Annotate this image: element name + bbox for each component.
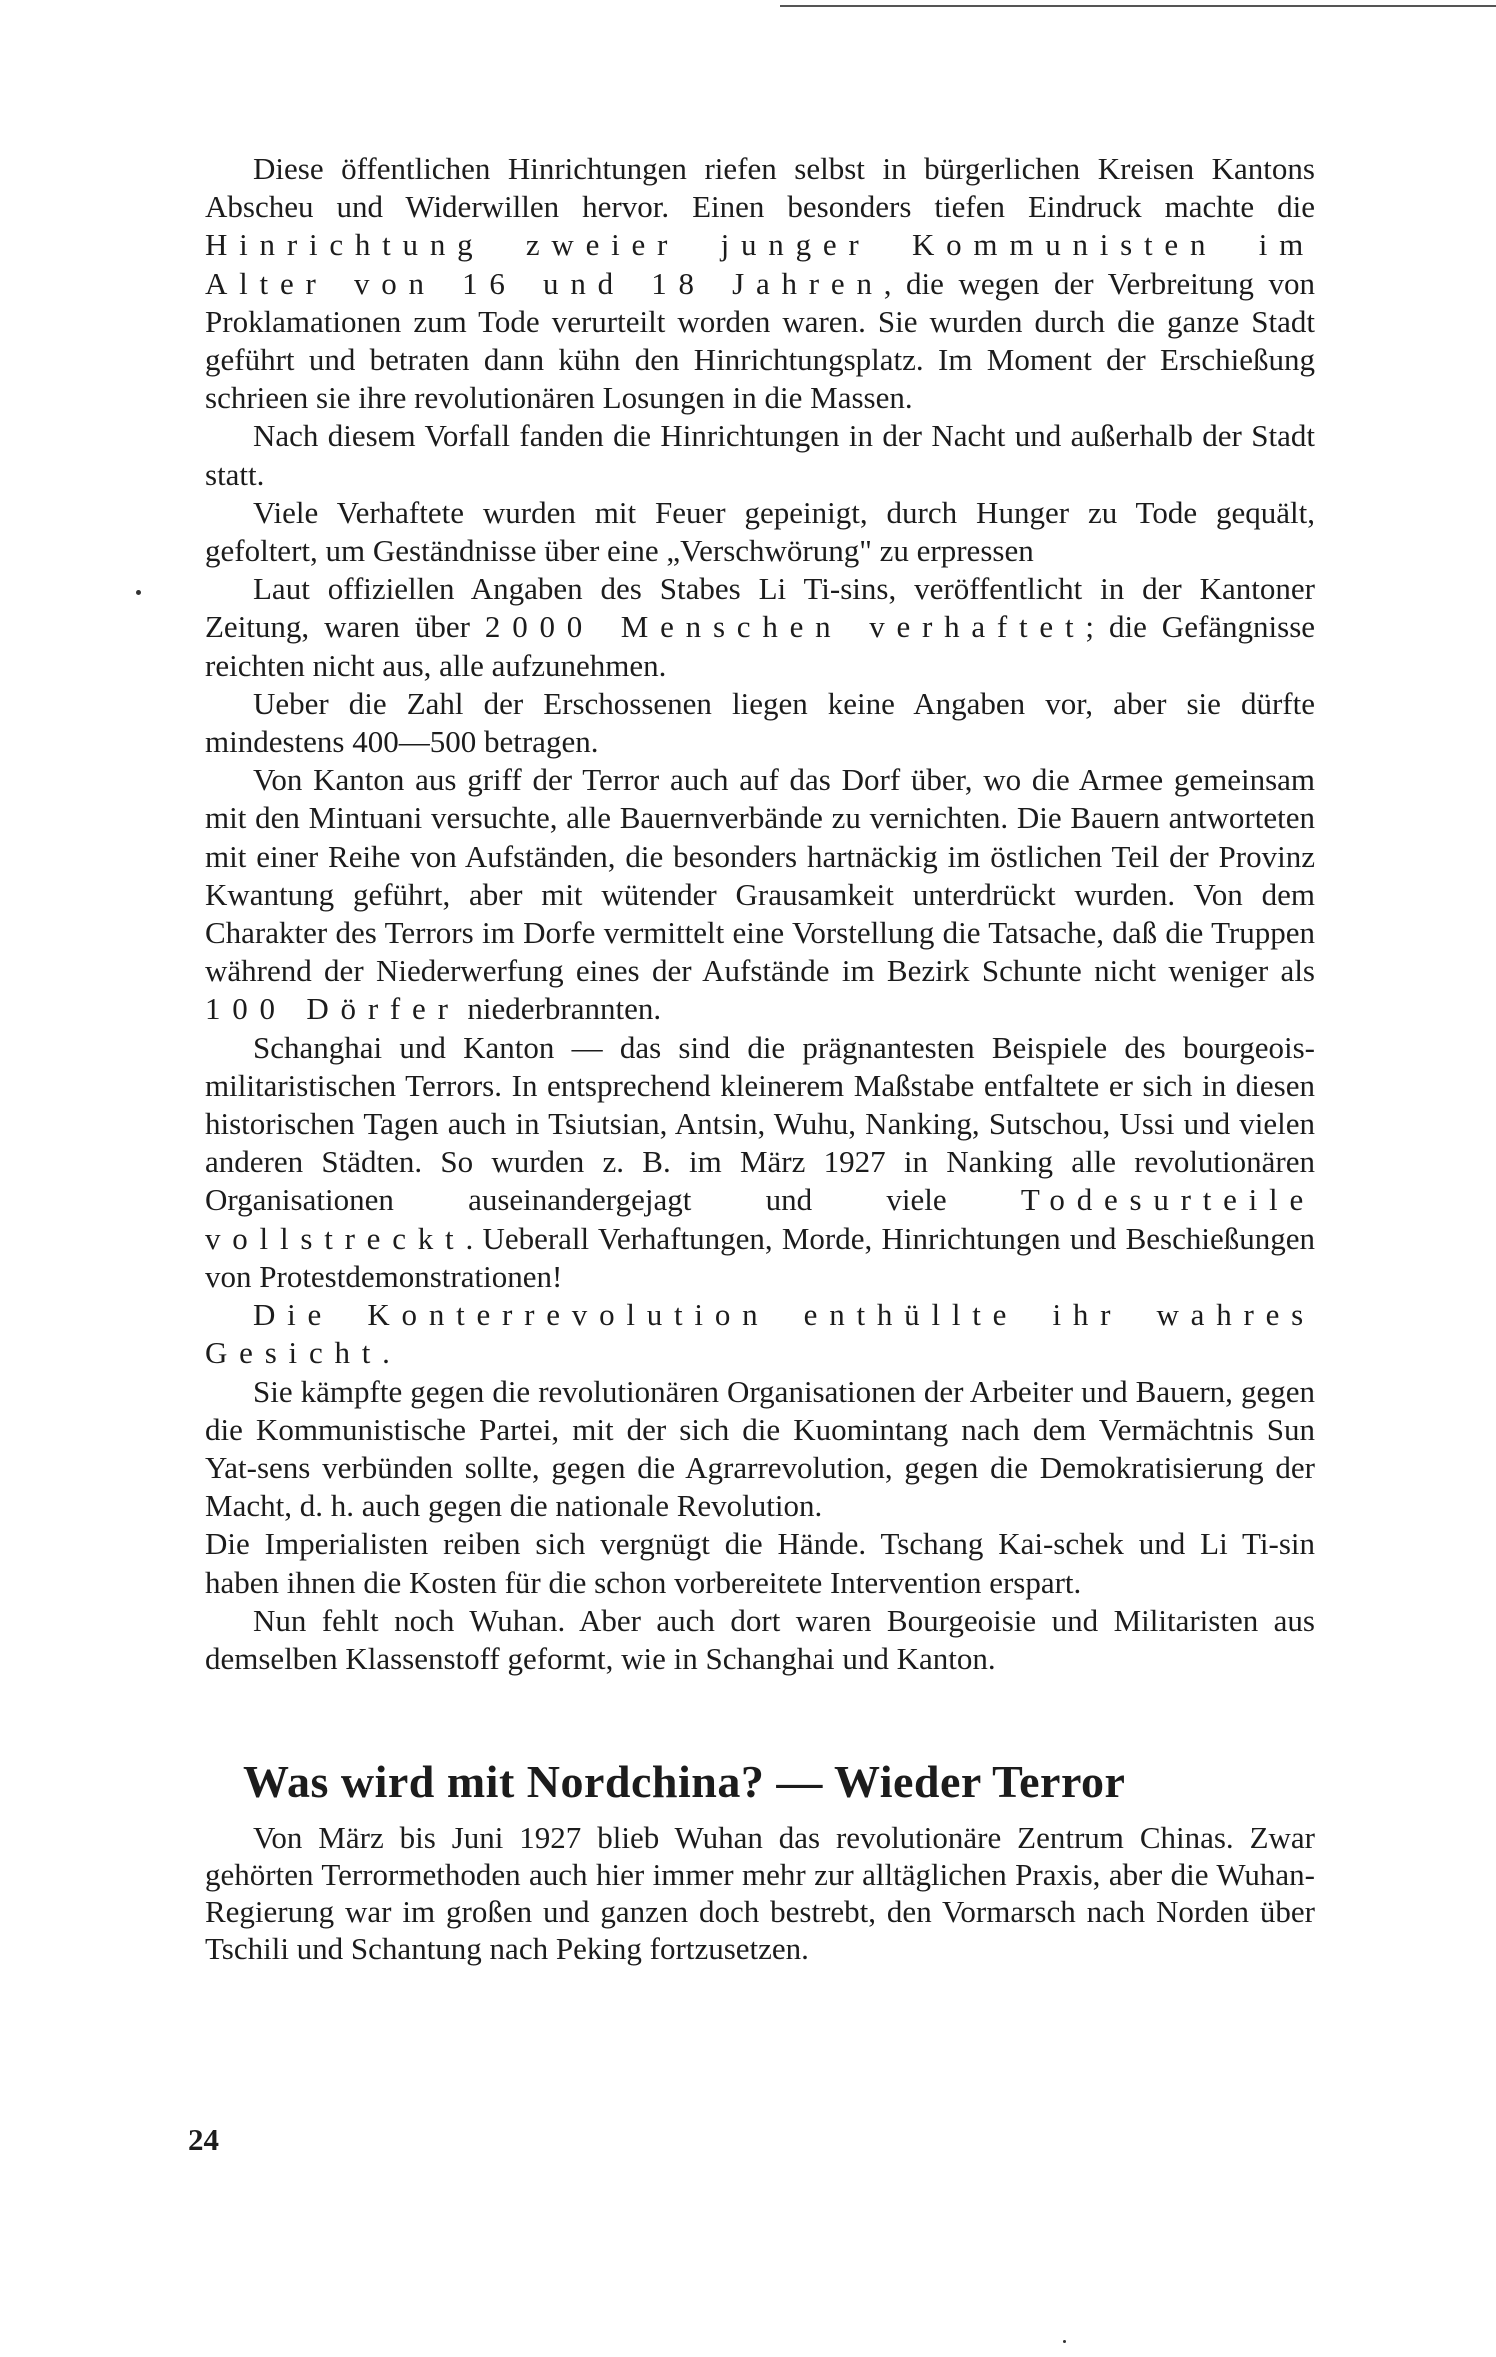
emphasis-spaced-text: Die Konterrevolution enthüllte ihr wahres Gesicht. bbox=[205, 1297, 1315, 1371]
paragraph-village-terror bbox=[205, 761, 1315, 1028]
paragraph-text: niederbrannten. bbox=[467, 991, 662, 1027]
page-body bbox=[205, 150, 1315, 1967]
paragraph-wuhan: Nun fehlt noch Wuhan. Aber auch dort waren Bourgeoisie und Militaristen aus demselben Klassenstoff geformt, wie in Schanghai und Kanton. bbox=[205, 1602, 1315, 1676]
margin-dot-mark bbox=[136, 590, 141, 595]
top-edge-rule bbox=[780, 5, 1496, 7]
paragraph-text: Schanghai und Kanton — das sind die prägnantesten Beispiele des bourgeois-militaristischen Terrors. In entsprechend kleinerem Maßstabe entfaltete er sich in diesen historischen Tagen auch in Tsiutsian, Antsin, Wuhu, Nanking, Sutschou, Ussi und vielen anderen Städten. So wurden z. B. im März 1927 in Nanking alle revolutionären Organisationen auseinandergejagt und viele bbox=[205, 1029, 1315, 1218]
paragraph-text: Laut offiziellen Angaben des Stabes Li Ti-sins, veröffentlicht in der Kantoner Zeitung, waren über bbox=[205, 571, 1315, 645]
emphasis-spaced-text: Hinrichtung zweier junger Kommunisten im Alter von 16 und 18 Jahren bbox=[205, 227, 1315, 301]
section-heading: Was wird mit Nordchina? — Wieder Terror bbox=[243, 1756, 1126, 1808]
paragraph-official-figures bbox=[205, 570, 1315, 685]
emphasis-spaced-text: 100 Dörfer bbox=[205, 991, 460, 1027]
paragraph-text: ; die Gefängnisse reichten nicht aus, alle aufzunehmen. bbox=[205, 609, 1316, 683]
margin-dot-mark bbox=[1063, 2340, 1066, 2343]
paragraph-public-executions bbox=[205, 150, 1315, 417]
page-number: 24 bbox=[188, 2122, 219, 2157]
paragraph-march-to-june: Von März bis Juni 1927 blieb Wuhan das revolutionäre Zentrum Chinas. Zwar gehörten Terrormethoden auch hier immer mehr zur alltäglichen Praxis, aber die Wuhan-Regierung war im großen und ganzen doch bestrebt, den Vormarsch nach Norden über Tschili und Schantung nach Peking fortzusetzen. bbox=[205, 1820, 1315, 1966]
paragraph-counterrevolution-statement bbox=[205, 1296, 1315, 1372]
paragraph-text: Diese öffentlichen Hinrichtungen riefen selbst in bürgerlichen Kreisen Kantons Abscheu und Widerwillen hervor. Einen besonders tiefen Eindruck machte die bbox=[205, 151, 1315, 225]
paragraph-text: . Ueberall Verhaftungen, Morde, Hinrichtungen und Beschießungen von Protestdemonstrationen! bbox=[205, 1220, 1315, 1294]
paragraph-imperialists: Die Imperialisten reiben sich vergnügt die Hände. Tschang Kai-schek und Li Ti-sin haben ihnen die Kosten für die schon vorbereitete Intervention erspart. bbox=[205, 1526, 1315, 1600]
paragraph-number-shot: Ueber die Zahl der Erschossenen liegen keine Angaben vor, aber sie dürfte mindestens 400—500 betragen. bbox=[205, 685, 1315, 760]
emphasis-spaced-text: 2000 Menschen verhaftet bbox=[484, 609, 1086, 645]
emphasis-spaced-text: Todesurteile vollstreckt bbox=[205, 1182, 1315, 1256]
paragraph-text: Von Kanton aus griff der Terror auch auf das Dorf über, wo die Armee gemeinsam mit den Mintuani versuchte, alle Bauernverbände zu vernichten. Die Bauern antworteten mit einer Reihe von Aufständen, die besonders hartnäckig im östlichen Teil der Provinz Kwantung geführt, aber mit wütender Grausamkeit unterdrückt wurden. Von dem Charakter des Terrors im Dorfe vermittelt eine Vorstellung die Tatsache, daß die Truppen während der Niederwerfung eines der Aufstände im Bezirk Schunte nicht weniger als bbox=[205, 762, 1315, 989]
paragraph-torture: Viele Verhaftete wurden mit Feuer gepeinigt, durch Hunger zu Tode gequält, gefoltert, um Geständnisse über eine „Verschwörung" zu erpressen bbox=[205, 494, 1315, 569]
paragraph-text: , die wegen der Verbreitung von Proklamationen zum Tode verurteilt worden waren. Sie wurden durch die ganze Stadt geführt und betraten dann kühn den Hinrichtungsplatz. Im Moment der Erschießung schrieen sie ihre revolutionären Losungen in die Massen. bbox=[205, 265, 1315, 416]
paragraph-fought-against: Sie kämpfte gegen die revolutionären Organisationen der Arbeiter und Bauern, gegen die Kommunistische Partei, mit der sich die Kuomintang nach dem Vermächtnis Sun Yat-sens verbünden sollte, gegen die Agrarrevolution, gegen die Demokratisierung der Macht, d. h. auch gegen die nationale Revolution. bbox=[205, 1373, 1315, 1524]
paragraph-night-executions: Nach diesem Vorfall fanden die Hinrichtungen in der Nacht und außerhalb der Stadt statt. bbox=[205, 418, 1315, 492]
paragraph-shanghai-canton bbox=[205, 1029, 1315, 1296]
